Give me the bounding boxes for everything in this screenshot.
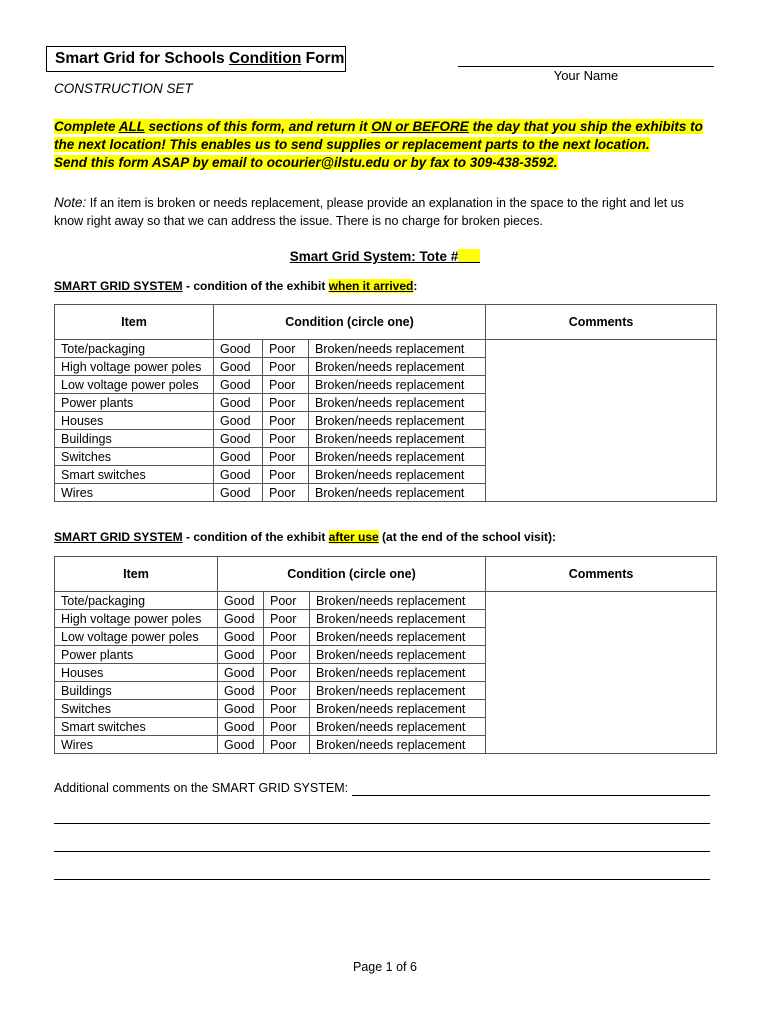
tote-number-field[interactable] [458, 249, 480, 263]
after-use-condition-table [54, 556, 717, 754]
comments-cell[interactable] [486, 592, 717, 610]
section-title-highlight: when it arrived [328, 279, 414, 293]
table-row [55, 448, 717, 466]
poor-option[interactable]: Poor [264, 646, 310, 664]
table-row [55, 592, 717, 610]
good-option[interactable]: Good [214, 412, 263, 430]
item-name: Wires [55, 484, 214, 502]
arrival-condition-table [54, 304, 717, 502]
table-row [55, 718, 717, 736]
good-option[interactable]: Good [214, 376, 263, 394]
item-name: Smart switches [55, 466, 214, 484]
good-option[interactable]: Good [218, 646, 264, 664]
table-row [55, 394, 717, 412]
section-arrival-title [54, 279, 417, 293]
note [54, 194, 714, 230]
comments-cell[interactable] [486, 484, 717, 502]
table-row [55, 484, 717, 502]
form-subtitle: CONSTRUCTION SET [54, 81, 193, 96]
poor-option[interactable]: Poor [264, 610, 310, 628]
good-option[interactable]: Good [214, 466, 263, 484]
good-option[interactable]: Good [214, 358, 263, 376]
page-number: Page 1 of 6 [353, 960, 417, 974]
broken-option[interactable]: Broken/needs replacement [310, 682, 486, 700]
section-title-system: SMART GRID SYSTEM [54, 279, 183, 293]
comments-cell[interactable] [486, 412, 717, 430]
table-row [55, 412, 717, 430]
instructions-contact: Send this form ASAP by email to ocourier@ilstu.edu or by fax to 309-438-3592. [54, 155, 558, 170]
comments-cell[interactable] [486, 448, 717, 466]
good-option[interactable]: Good [218, 682, 264, 700]
instructions-text [54, 119, 703, 152]
comments-cell[interactable] [486, 610, 717, 628]
broken-option[interactable]: Broken/needs replacement [310, 646, 486, 664]
comments-header: Comments [486, 557, 717, 592]
poor-option[interactable]: Poor [263, 448, 309, 466]
section-title-end: : [413, 279, 418, 293]
comments-cell[interactable] [486, 700, 717, 718]
poor-option[interactable]: Poor [264, 736, 310, 754]
broken-option[interactable]: Broken/needs replacement [310, 592, 486, 610]
item-name: Smart switches [55, 718, 218, 736]
note-text: If an item is broken or needs replacement, please provide an explanation in the space to the right and let us know right away so that we can address the issue. There is no charge for broken pieces. [54, 196, 684, 228]
item-name: Tote/packaging [55, 340, 214, 358]
title-underlined-text: Condition [228, 50, 302, 67]
item-name: Power plants [55, 646, 218, 664]
table-header-row [55, 305, 717, 340]
table-row [55, 736, 717, 754]
your-name-field[interactable] [458, 66, 714, 67]
instr-part: Complete [54, 119, 119, 134]
poor-option[interactable]: Poor [263, 412, 309, 430]
comments-cell[interactable] [486, 736, 717, 754]
good-option[interactable]: Good [218, 700, 264, 718]
broken-option[interactable]: Broken/needs replacement [310, 664, 486, 682]
instructions [54, 118, 714, 172]
instr-part: the day that you ship the exhibits to the next location! This enables us to send supplies or replacement parts to the next location. [54, 119, 703, 152]
table-row [55, 610, 717, 628]
good-option[interactable]: Good [214, 394, 263, 412]
poor-option[interactable]: Poor [263, 484, 309, 502]
poor-option[interactable]: Poor [264, 628, 310, 646]
broken-option[interactable]: Broken/needs replacement [310, 610, 486, 628]
poor-option[interactable]: Poor [263, 340, 309, 358]
poor-option[interactable]: Poor [264, 682, 310, 700]
item-name: Houses [55, 664, 218, 682]
item-name: Low voltage power poles [55, 628, 218, 646]
broken-option[interactable]: Broken/needs replacement [309, 430, 486, 448]
comments-cell[interactable] [486, 682, 717, 700]
poor-option[interactable]: Poor [263, 430, 309, 448]
good-option[interactable]: Good [218, 610, 264, 628]
item-name: Switches [55, 448, 214, 466]
item-name: Buildings [55, 682, 218, 700]
broken-option[interactable]: Broken/needs replacement [309, 340, 486, 358]
additional-comments-line-1[interactable] [352, 795, 710, 796]
good-option[interactable]: Good [214, 484, 263, 502]
broken-option[interactable]: Broken/needs replacement [310, 628, 486, 646]
broken-option[interactable]: Broken/needs replacement [310, 718, 486, 736]
broken-option[interactable]: Broken/needs replacement [309, 412, 486, 430]
item-name: Power plants [55, 394, 214, 412]
condition-header: Condition (circle one) [218, 557, 486, 592]
poor-option[interactable]: Poor [264, 592, 310, 610]
instr-all: ALL [118, 119, 145, 134]
additional-comments-line-3[interactable] [54, 851, 710, 852]
table-row [55, 700, 717, 718]
broken-option[interactable]: Broken/needs replacement [309, 484, 486, 502]
additional-comments-line-4[interactable] [54, 879, 710, 880]
poor-option[interactable]: Poor [263, 394, 309, 412]
instr-on-or-before: ON or BEFORE [371, 119, 469, 134]
poor-option[interactable]: Poor [264, 718, 310, 736]
table-row [55, 664, 717, 682]
good-option[interactable]: Good [218, 592, 264, 610]
comments-cell[interactable] [486, 394, 717, 412]
item-name: High voltage power poles [55, 358, 214, 376]
comments-cell[interactable] [486, 646, 717, 664]
broken-option[interactable]: Broken/needs replacement [309, 376, 486, 394]
comments-cell[interactable] [486, 628, 717, 646]
title-text-end: Form [301, 50, 345, 67]
item-header: Item [55, 557, 218, 592]
poor-option[interactable]: Poor [263, 358, 309, 376]
good-option[interactable]: Good [218, 718, 264, 736]
broken-option[interactable]: Broken/needs replacement [309, 394, 486, 412]
poor-option[interactable]: Poor [263, 466, 309, 484]
tote-heading-text: Smart Grid System: Tote # [289, 249, 459, 264]
item-name: Low voltage power poles [55, 376, 214, 394]
comments-header: Comments [486, 305, 717, 340]
table-row [55, 340, 717, 358]
broken-option[interactable]: Broken/needs replacement [309, 448, 486, 466]
broken-option[interactable]: Broken/needs replacement [309, 466, 486, 484]
poor-option[interactable]: Poor [264, 664, 310, 682]
condition-header: Condition (circle one) [214, 305, 486, 340]
poor-option[interactable]: Poor [263, 376, 309, 394]
item-name: Tote/packaging [55, 592, 218, 610]
section-title-text: - condition of the exhibit [182, 530, 329, 544]
comments-cell[interactable] [486, 358, 717, 376]
note-label: Note: [54, 195, 87, 210]
comments-cell[interactable] [486, 718, 717, 736]
broken-option[interactable]: Broken/needs replacement [310, 700, 486, 718]
comments-cell[interactable] [486, 664, 717, 682]
poor-option[interactable]: Poor [264, 700, 310, 718]
table-row [55, 358, 717, 376]
instr-part: sections of this form, and return it [144, 119, 372, 134]
good-option[interactable]: Good [218, 664, 264, 682]
section-after-use-title [54, 530, 556, 544]
tote-heading [0, 249, 770, 264]
item-name: Wires [55, 736, 218, 754]
section-title-highlight: after use [328, 530, 379, 544]
comments-cell[interactable] [486, 430, 717, 448]
additional-comments-line-2[interactable] [54, 823, 710, 824]
your-name-label: Your Name [553, 68, 619, 83]
table-row [55, 466, 717, 484]
comments-cell[interactable] [486, 340, 717, 358]
good-option[interactable]: Good [218, 628, 264, 646]
table-row [55, 646, 717, 664]
title-text: Smart Grid for Schools [55, 50, 229, 67]
item-header: Item [55, 305, 214, 340]
broken-option[interactable]: Broken/needs replacement [310, 736, 486, 754]
item-name: Buildings [55, 430, 214, 448]
good-option[interactable]: Good [218, 736, 264, 754]
table-row [55, 682, 717, 700]
table-row [55, 628, 717, 646]
comments-cell[interactable] [486, 466, 717, 484]
good-option[interactable]: Good [214, 340, 263, 358]
good-option[interactable]: Good [214, 430, 263, 448]
item-name: Switches [55, 700, 218, 718]
form-title [46, 46, 346, 72]
broken-option[interactable]: Broken/needs replacement [309, 358, 486, 376]
section-title-end: (at the end of the school visit): [378, 530, 557, 544]
additional-comments-label: Additional comments on the SMART GRID SYSTEM: [54, 781, 349, 795]
section-title-text: - condition of the exhibit [182, 279, 329, 293]
item-name: High voltage power poles [55, 610, 218, 628]
comments-cell[interactable] [486, 376, 717, 394]
table-row [55, 376, 717, 394]
item-name: Houses [55, 412, 214, 430]
table-row [55, 430, 717, 448]
good-option[interactable]: Good [214, 448, 263, 466]
table-header-row [55, 557, 717, 592]
section-title-system: SMART GRID SYSTEM [54, 530, 183, 544]
